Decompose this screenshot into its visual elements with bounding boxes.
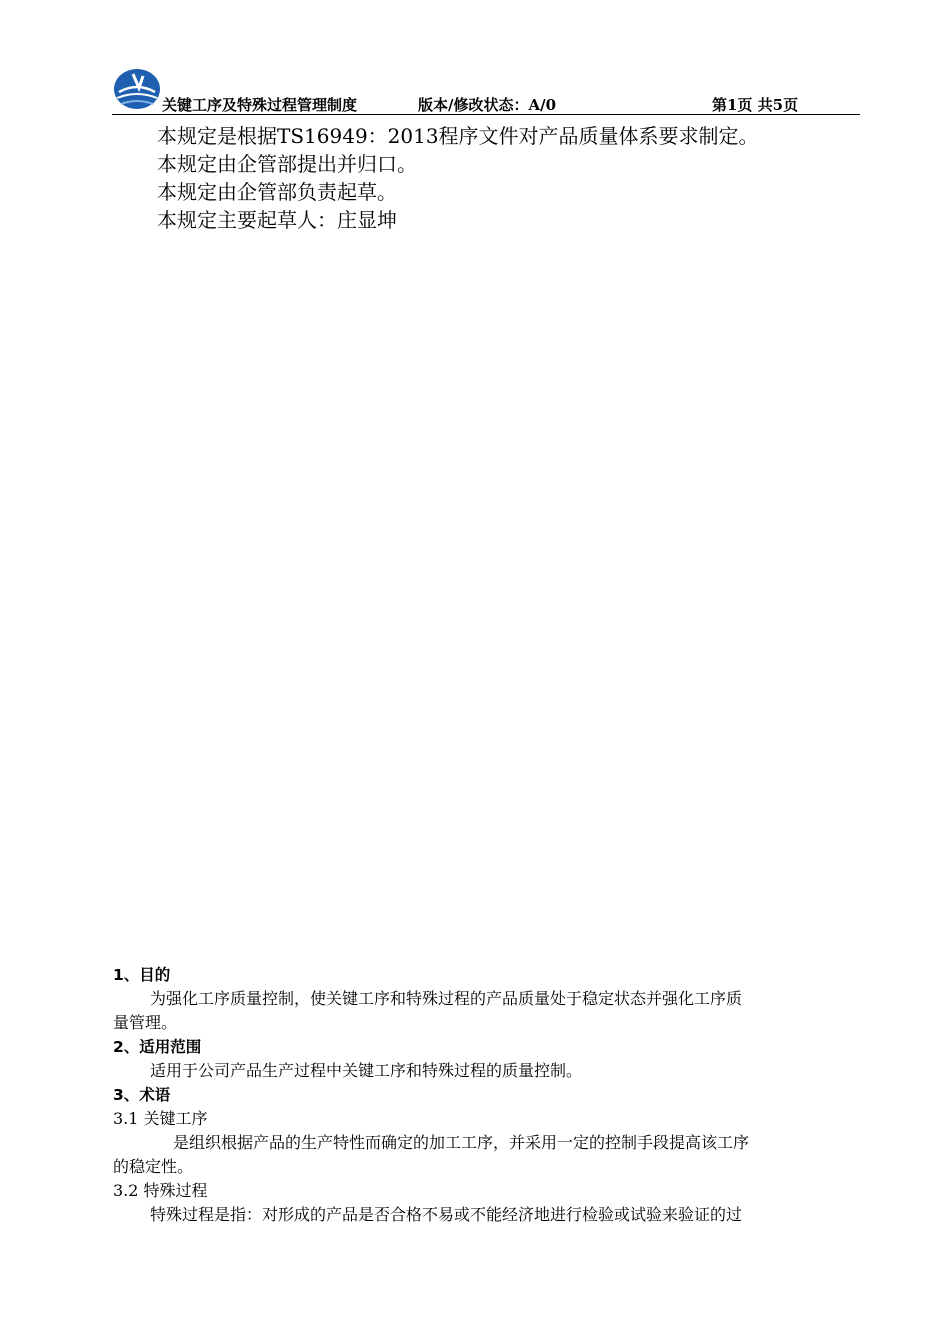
- paragraph-line: 为强化工序质量控制，使关键工序和特殊过程的产品质量处于稳定状态并强化工序质: [150, 989, 743, 1008]
- section-heading-terms: 3、术语: [113, 1086, 171, 1104]
- section-heading-purpose: 1、目的: [113, 966, 171, 984]
- section-heading-scope: 2、适用范围: [113, 1038, 202, 1056]
- paragraph-line: 是组织根据产品的生产特性而确定的加工工序，并采用一定的控制手段提高该工序: [173, 1133, 750, 1152]
- preface-line: 本规定是根据TS16949：2013程序文件对产品质量体系要求制定。: [157, 124, 759, 148]
- document-body: [113, 963, 859, 1227]
- paragraph-line: 适用于公司产品生产过程中关键工序和特殊过程的质量控制。: [150, 1061, 583, 1080]
- preface-block: [157, 122, 759, 234]
- paragraph-line: 的稳定性。: [113, 1157, 194, 1176]
- paragraph-line: 量管理。: [113, 1013, 178, 1032]
- header-divider: [112, 114, 860, 115]
- header-version: 版本/修改状态：A/0: [418, 96, 557, 114]
- paragraph-line: 特殊过程是指：对形成的产品是否合格不易或不能经济地进行检验或试验来验证的过: [150, 1205, 743, 1224]
- preface-line: 本规定主要起草人：庄显坤: [157, 208, 397, 232]
- subsection-title: 3.2 特殊过程: [113, 1181, 208, 1200]
- header-page-number: 第1页 共5页: [712, 96, 799, 114]
- company-logo-icon: [113, 68, 161, 110]
- preface-line: 本规定由企管部负责起草。: [157, 180, 397, 204]
- subsection-title: 3.1 关键工序: [113, 1109, 208, 1128]
- header-title: 关键工序及特殊过程管理制度: [162, 96, 358, 114]
- preface-line: 本规定由企管部提出并归口。: [157, 152, 417, 176]
